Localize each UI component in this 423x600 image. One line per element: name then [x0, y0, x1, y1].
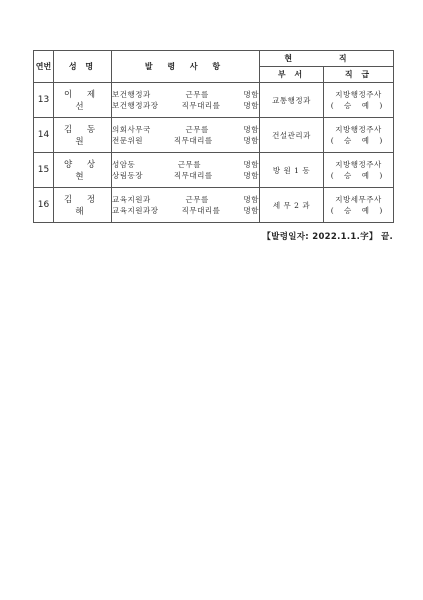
header-orders: 발 령 사 항	[112, 51, 260, 83]
header-no: 연번	[34, 51, 54, 83]
row-grade	[324, 83, 394, 118]
header-name: 성 명	[54, 51, 112, 83]
row-name: 이 제 선	[54, 83, 112, 118]
order-line: 상림동장 직무대리를 명함	[112, 171, 259, 180]
grade-sub: ( 승 예 )	[330, 136, 387, 145]
table-row	[34, 153, 394, 188]
table-row	[34, 83, 394, 118]
grade-sub: ( 승 예 )	[330, 101, 387, 110]
row-orders	[112, 118, 260, 153]
grade-line: 지방행정주사	[335, 90, 382, 99]
row-orders	[112, 153, 260, 188]
row-no: 16	[34, 188, 54, 223]
row-no: 13	[34, 83, 54, 118]
order-line: 교육지원과장 직무대리를 명함	[112, 206, 259, 215]
header-dept: 부 서	[260, 67, 324, 83]
row-grade	[324, 153, 394, 188]
order-line: 보건행정과장 직무대리를 명함	[112, 101, 259, 110]
row-name: 김 동 원	[54, 118, 112, 153]
grade-sub: ( 승 예 )	[330, 171, 387, 180]
row-grade	[324, 188, 394, 223]
row-dept: 건설관리과	[260, 118, 324, 153]
order-line: 성암동 근무를 명함	[112, 160, 259, 169]
row-orders	[112, 83, 260, 118]
personnel-order-table	[33, 50, 394, 223]
grade-sub: ( 승 예 )	[330, 206, 387, 215]
header-current-position: 현 직	[260, 51, 394, 67]
header-grade: 직 급	[324, 67, 394, 83]
order-line: 전문위원 직무대리를 명함	[112, 136, 259, 145]
row-dept: 교통행정과	[260, 83, 324, 118]
order-line: 보건행정과 근무를 명함	[112, 90, 259, 99]
row-orders	[112, 188, 260, 223]
table-row	[34, 118, 394, 153]
row-no: 15	[34, 153, 54, 188]
order-line: 의회사무국 근무를 명함	[112, 125, 259, 134]
effective-date-note: 【발령일자: 2022.1.1.字】 끝.	[262, 232, 393, 242]
row-name: 김 정 해	[54, 188, 112, 223]
grade-line: 지방행정주사	[335, 160, 382, 169]
order-line: 교육지원과 근무를 명함	[112, 195, 259, 204]
row-dept: 세 무 2 과	[260, 188, 324, 223]
grade-line: 지방행정주사	[335, 125, 382, 134]
row-name: 양 상 현	[54, 153, 112, 188]
row-no: 14	[34, 118, 54, 153]
row-grade	[324, 118, 394, 153]
table-row	[34, 188, 394, 223]
row-dept: 방 원 1 동	[260, 153, 324, 188]
grade-line: 지방세무주사	[335, 195, 382, 204]
